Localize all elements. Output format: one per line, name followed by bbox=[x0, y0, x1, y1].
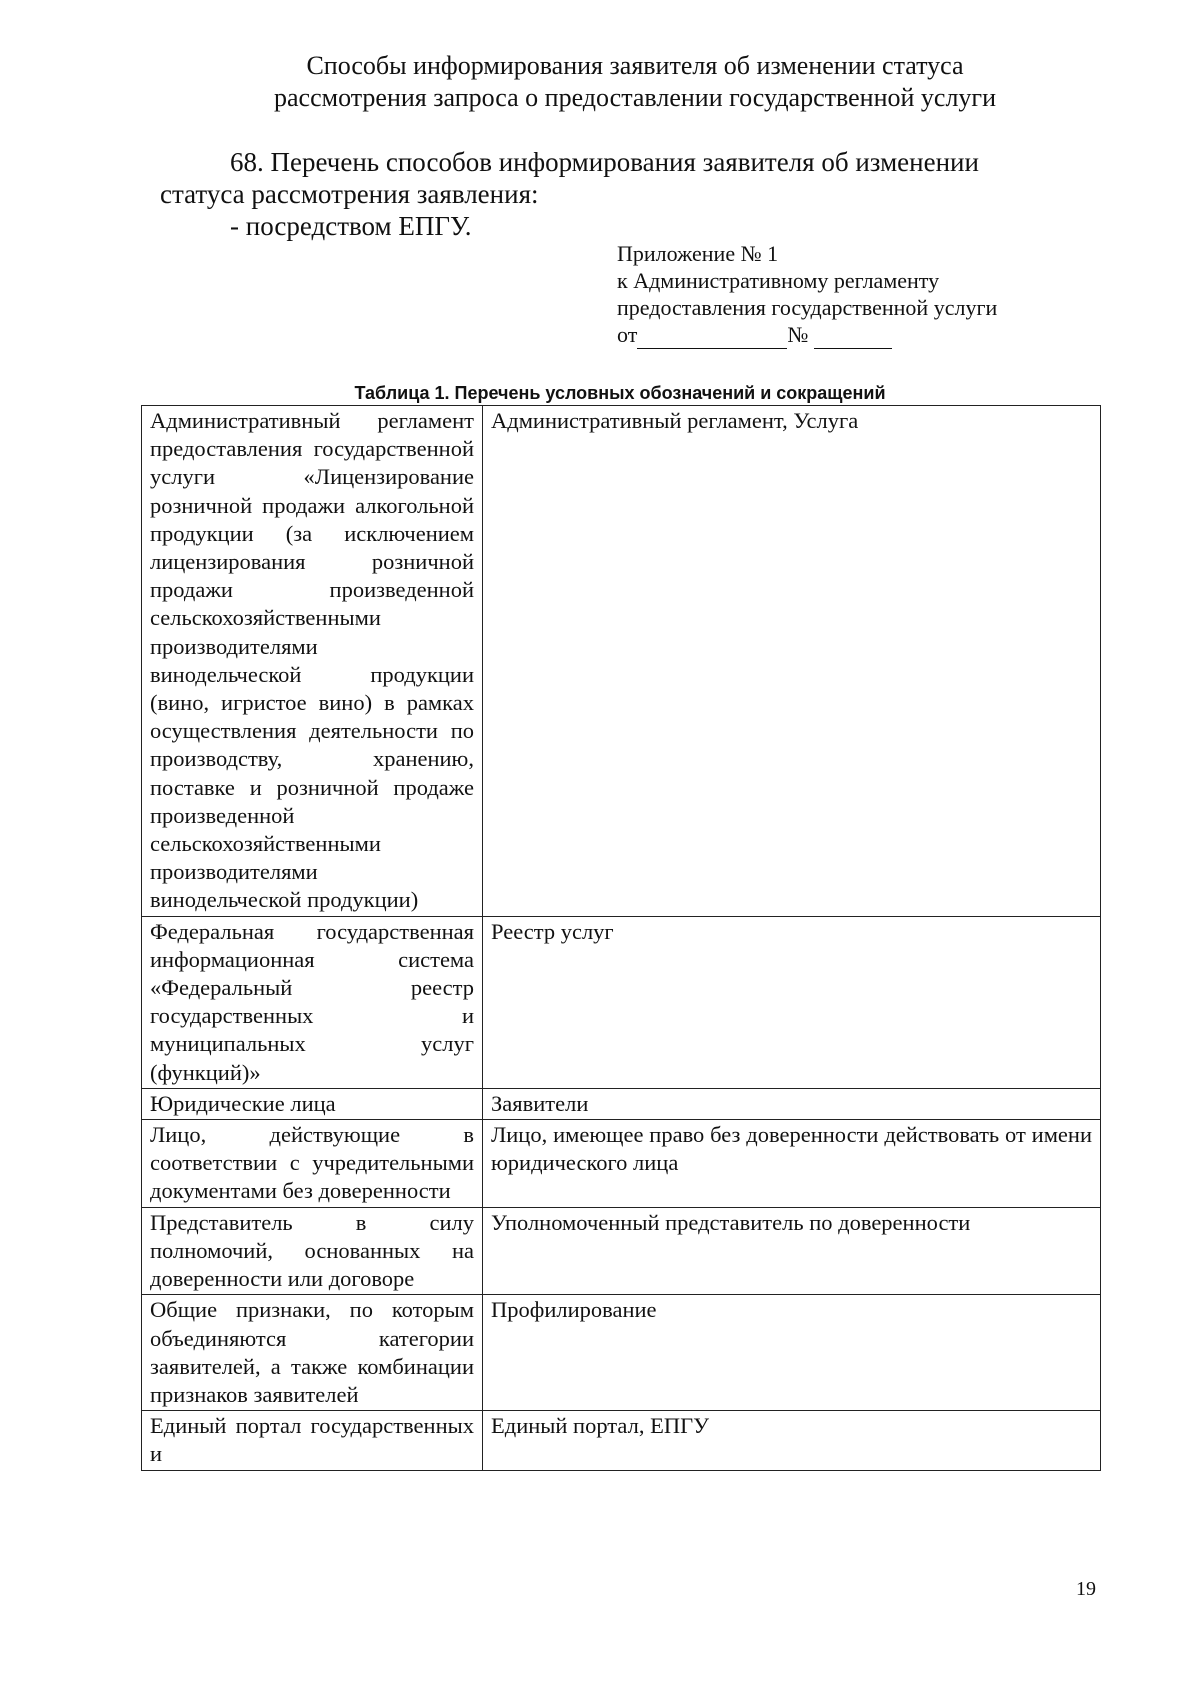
appendix-block bbox=[617, 240, 997, 349]
page-number: 19 bbox=[1076, 1578, 1096, 1600]
table-row bbox=[142, 1411, 1101, 1470]
date-blank-line bbox=[637, 321, 787, 349]
table-row bbox=[142, 1088, 1101, 1119]
section-heading-line-1: Способы информирования заявителя об изменении статуса bbox=[306, 51, 964, 80]
term-cell: Лицо, действующие в соответствии с учредительными документами без доверенности bbox=[142, 1120, 483, 1208]
definition-cell: Уполномоченный представитель по доверенности bbox=[483, 1207, 1101, 1295]
appendix-line-4 bbox=[617, 321, 997, 349]
abbreviations-table-body bbox=[142, 406, 1101, 1471]
definition-cell: Единый портал, ЕПГУ bbox=[483, 1411, 1101, 1470]
appendix-line-1: Приложение № 1 bbox=[617, 241, 779, 266]
number-blank-line bbox=[814, 321, 892, 349]
definition-cell: Лицо, имеющее право без доверенности действовать от имени юридического лица bbox=[483, 1120, 1101, 1208]
paragraph-68-line-1: 68. Перечень способов информирования заявителя об изменении bbox=[230, 147, 979, 177]
term-cell: Общие признаки, по которым объединяются категории заявителей, а также комбинации признаков заявителей bbox=[142, 1295, 483, 1411]
appendix-line-2: к Административному регламенту bbox=[617, 268, 940, 293]
term-cell: Единый портал государственных и bbox=[142, 1411, 483, 1470]
table-caption: Таблица 1. Перечень условных обозначений и сокращений bbox=[354, 383, 886, 403]
definition-cell: Профилирование bbox=[483, 1295, 1101, 1411]
table-row bbox=[142, 1295, 1101, 1411]
section-heading-line-2: рассмотрения запроса о предоставлении государственной услуги bbox=[274, 83, 996, 112]
appendix-from-label: от bbox=[617, 322, 638, 347]
section-heading bbox=[160, 50, 1110, 114]
term-cell: Юридические лица bbox=[142, 1088, 483, 1119]
definition-cell: Административный регламент, Услуга bbox=[483, 406, 1101, 917]
paragraph-68-line-2: статуса рассмотрения заявления: bbox=[160, 179, 539, 209]
abbreviations-table bbox=[141, 405, 1101, 1471]
term-cell: Федеральная государственная информационная система «Федеральный реестр государственных и муниципальных услуг (функций)» bbox=[142, 916, 483, 1088]
term-cell: Административный регламент предоставления государственной услуги «Лицензирование розничной продажи алкогольной продукции (за исключением лицензирования розничной продажи произведенной сельскохозяйственными производителями винодельческой продукции (вино, игристое вино) в рамках осуществления деятельности по производству, хранению, поставке и розничной продаже произведенной сельскохозяйственными производителями винодельческой продукции) bbox=[142, 406, 483, 917]
table-row bbox=[142, 406, 1101, 917]
appendix-number-label: № bbox=[787, 322, 809, 347]
table-row bbox=[142, 1207, 1101, 1295]
appendix-line-3: предоставления государственной услуги bbox=[617, 295, 998, 320]
definition-cell: Заявители bbox=[483, 1088, 1101, 1119]
bullet-item: - посредством ЕПГУ. bbox=[230, 211, 472, 241]
table-row bbox=[142, 1120, 1101, 1208]
definition-cell: Реестр услуг bbox=[483, 916, 1101, 1088]
term-cell: Представитель в силу полномочий, основанных на доверенности или договоре bbox=[142, 1207, 483, 1295]
table-row bbox=[142, 916, 1101, 1088]
paragraph-68 bbox=[160, 146, 1110, 210]
